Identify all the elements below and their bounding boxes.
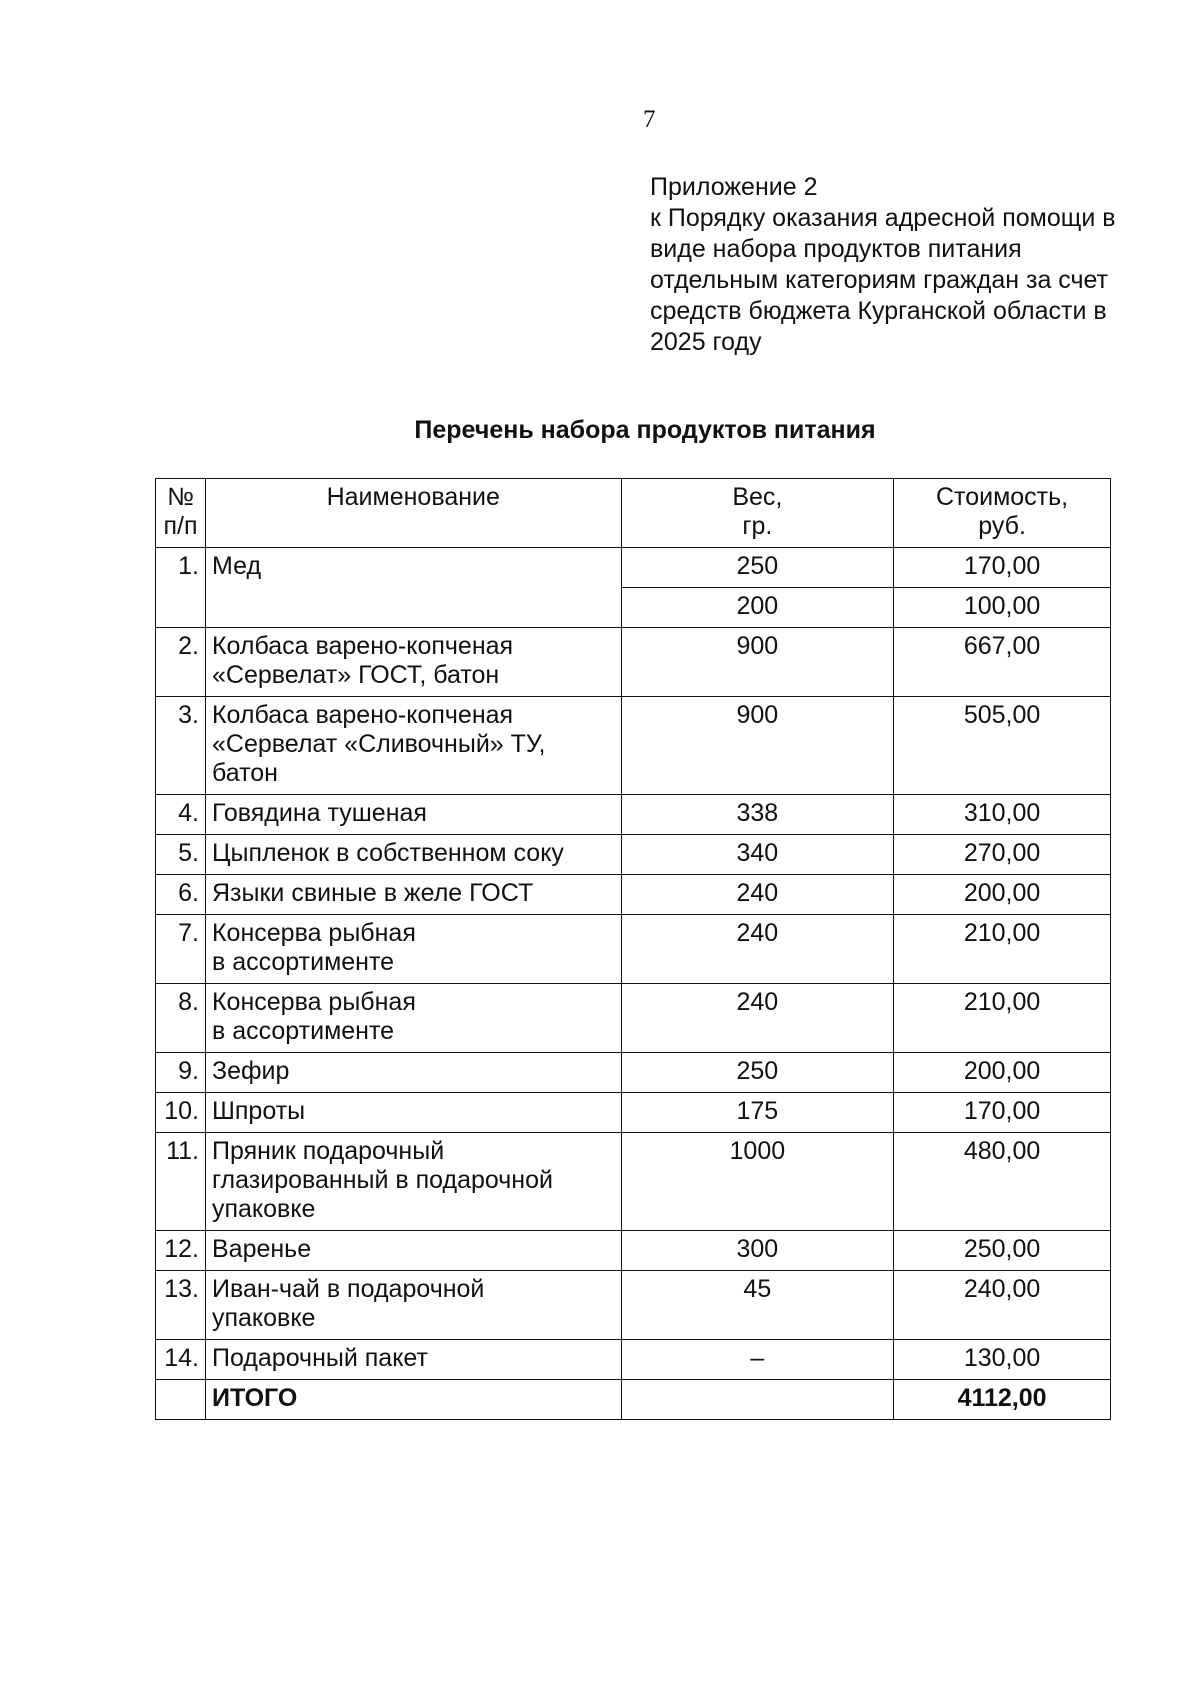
header-name: Наименование [205, 479, 621, 548]
table-header-row [156, 479, 1111, 548]
row-weight: 250 [621, 548, 894, 588]
table-row [156, 1133, 1111, 1231]
row-num: 12. [156, 1231, 206, 1271]
row-name: Колбаса варено-копченая «Сервелат» ГОСТ, батон [205, 628, 621, 697]
row-num: 14. [156, 1340, 206, 1380]
header-num: № п/п [156, 479, 206, 548]
table-row [156, 835, 1111, 875]
row-name: Пряник подарочный глазированный в подарочной упаковке [205, 1133, 621, 1231]
table-row [156, 1231, 1111, 1271]
row-weight: 900 [621, 628, 894, 697]
row-weight: 240 [621, 915, 894, 984]
header-cost: Стоимость, руб. [894, 479, 1111, 548]
appendix-line: средств бюджета Курганской области в [650, 297, 1107, 325]
row-cost: 210,00 [894, 915, 1111, 984]
row-name: Консерва рыбная в ассортименте [205, 984, 621, 1053]
row-name: Иван-чай в подарочной упаковке [205, 1271, 621, 1340]
row-num: 7. [156, 915, 206, 984]
row-name: Колбаса варено-копченая «Сервелат «Сливочный» ТУ, батон [205, 697, 621, 795]
total-weight-empty [621, 1380, 894, 1420]
row-cost: 100,00 [894, 588, 1111, 628]
row-name: Цыпленок в собственном соку [205, 835, 621, 875]
row-num: 4. [156, 795, 206, 835]
row-num: 2. [156, 628, 206, 697]
appendix-header [650, 172, 1170, 358]
row-cost: 240,00 [894, 1271, 1111, 1340]
appendix-line: виде набора продуктов питания [650, 235, 1022, 263]
row-cost: 480,00 [894, 1133, 1111, 1231]
row-name: Шпроты [205, 1093, 621, 1133]
row-weight: 200 [621, 588, 894, 628]
row-cost: 505,00 [894, 697, 1111, 795]
table-row [156, 915, 1111, 984]
row-cost: 250,00 [894, 1231, 1111, 1271]
row-weight: 338 [621, 795, 894, 835]
table-row [156, 1053, 1111, 1093]
row-weight: 300 [621, 1231, 894, 1271]
table-row [156, 984, 1111, 1053]
row-name: Подарочный пакет [205, 1340, 621, 1380]
row-num: 13. [156, 1271, 206, 1340]
row-cost: 210,00 [894, 984, 1111, 1053]
table-row [156, 1340, 1111, 1380]
row-cost: 667,00 [894, 628, 1111, 697]
header-weight: Вес, гр. [621, 479, 894, 548]
row-num: 6. [156, 875, 206, 915]
row-cost: 270,00 [894, 835, 1111, 875]
page-number: 7 [643, 106, 656, 133]
table-row [156, 875, 1111, 915]
products-table [155, 478, 1111, 1420]
row-weight: 45 [621, 1271, 894, 1340]
row-cost: 170,00 [894, 1093, 1111, 1133]
row-cost: 200,00 [894, 875, 1111, 915]
row-weight: 900 [621, 697, 894, 795]
row-num: 9. [156, 1053, 206, 1093]
table-row [156, 1271, 1111, 1340]
row-weight: 240 [621, 984, 894, 1053]
appendix-line: отдельным категориям граждан за счет [650, 266, 1109, 294]
row-weight: – [621, 1340, 894, 1380]
row-name: Варенье [205, 1231, 621, 1271]
row-cost: 200,00 [894, 1053, 1111, 1093]
table-row [156, 548, 1111, 588]
row-weight: 250 [621, 1053, 894, 1093]
appendix-line: 2025 году [650, 328, 762, 356]
table-row [156, 795, 1111, 835]
row-num: 1. [156, 548, 206, 628]
total-num-empty [156, 1380, 206, 1420]
row-name: Мед [205, 548, 621, 628]
row-num: 10. [156, 1093, 206, 1133]
appendix-line: Приложение 2 [650, 173, 818, 201]
row-num: 3. [156, 697, 206, 795]
row-weight: 340 [621, 835, 894, 875]
row-cost: 170,00 [894, 548, 1111, 588]
row-weight: 175 [621, 1093, 894, 1133]
row-num: 5. [156, 835, 206, 875]
row-cost: 310,00 [894, 795, 1111, 835]
row-weight: 1000 [621, 1133, 894, 1231]
row-weight: 240 [621, 875, 894, 915]
row-num: 8. [156, 984, 206, 1053]
row-name: Говядина тушеная [205, 795, 621, 835]
total-row [156, 1380, 1111, 1420]
row-cost: 130,00 [894, 1340, 1111, 1380]
row-num: 11. [156, 1133, 206, 1231]
total-cost: 4112,00 [894, 1380, 1111, 1420]
row-name: Языки свиные в желе ГОСТ [205, 875, 621, 915]
total-label: ИТОГО [205, 1380, 621, 1420]
appendix-line: к Порядку оказания адресной помощи в [650, 204, 1116, 232]
table-row [156, 1093, 1111, 1133]
row-name: Зефир [205, 1053, 621, 1093]
row-name: Консерва рыбная в ассортименте [205, 915, 621, 984]
document-title: Перечень набора продуктов питания [414, 416, 876, 444]
table-row [156, 628, 1111, 697]
table-row [156, 697, 1111, 795]
